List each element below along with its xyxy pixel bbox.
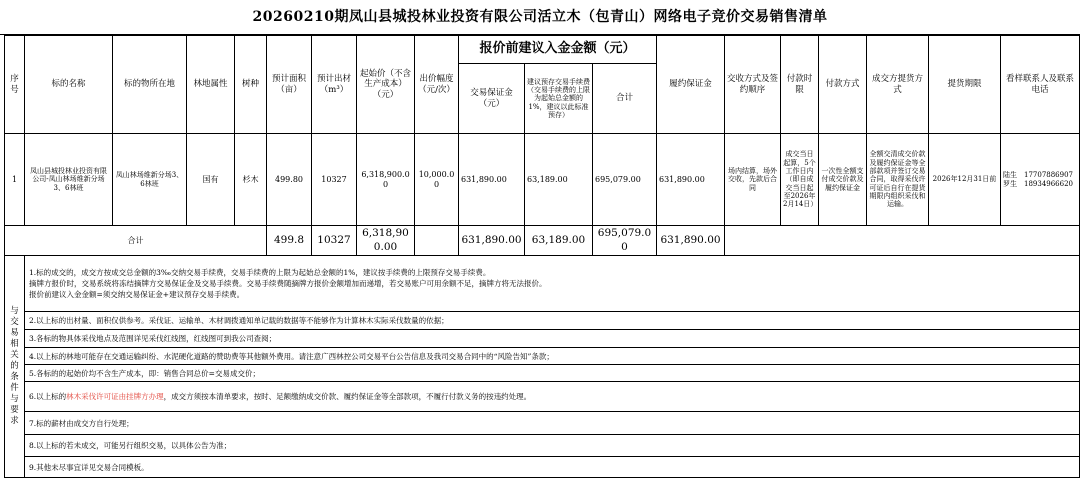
header-row-1 [5,36,1080,64]
header-deposit: 交易保证金（元） [459,64,525,134]
header-delivery-method: 成交方提货方式 [867,36,929,134]
term-1-line-c: 报价前建议入金金额=须交纳交易保证金+建议预存交易手续费。 [29,290,245,299]
term-row [5,312,1080,330]
contact-2: 罗生 18934966620 [1003,179,1073,188]
cell-performance-bond: 631,890.00 [657,134,725,226]
header-seq: 序号 [5,36,25,134]
cell-deposit: 631,890.00 [459,134,525,226]
total-fee-reserve: 63,189.00 [525,226,593,256]
total-volume: 10327 [312,226,357,256]
term-4: 4.以上标的林地可能存在交通运输纠纷、水泥硬化道路的赞助费等其他额外费用。请注意广西林控公司交易平台公告信息及我司交易合同中的“风险告知”条款； [25,348,1080,365]
cell-delivery-period: 2026年12月31日前 [929,134,1001,226]
cell-area: 499.80 [267,134,312,226]
header-increment: 出价幅度（元/次） [415,36,459,134]
total-deposit: 631,890.00 [459,226,525,256]
document-title: 20260210期凤山县城投林业投资有限公司活立木（包青山）网络电子竞价交易销售清单 [0,0,1080,35]
terms-side-label [5,256,25,478]
term-row [5,365,1080,382]
cell-seq: 1 [5,134,25,226]
cell-location: 凤山林场维新分场3、6林班 [113,134,187,226]
term-3: 3.各标的物具体采伐地点及范围详见采伐红线图，红线图可到我公司查阅； [25,330,1080,348]
term-6-suffix: ，成交方须按本清单要求，按时、足额缴纳成交价款、履约保证金等全部款项，不履行付款义务的按违约处理。 [163,392,532,401]
cell-delivery-method: 全额交清成交价款及履约保证金等全部款项并签订交易合同，取得采伐许可证后自行在提货期限内组织采伐和运输。 [867,134,929,226]
cell-species: 杉木 [235,134,267,226]
cell-method: 场内结算，场外交收，先款后合同 [725,134,781,226]
cell-land: 国有 [187,134,235,226]
cell-volume: 10327 [312,134,357,226]
sales-table [4,35,1080,478]
header-name: 标的名称 [25,36,113,134]
cell-start-price: 6,318,900.00 [357,134,415,226]
cell-name: 凤山县城投林业投资有限公司-凤山林场维新分场3、6林班 [25,134,113,226]
term-row [5,435,1080,457]
cell-fee-reserve: 63,189.00 [525,134,593,226]
cell-contact [1001,134,1080,226]
term-row [5,330,1080,348]
header-start-price: 起始价（不含生产成本）（元） [357,36,415,134]
term-7: 7.标的薪材由成交方自行处理； [25,412,1080,435]
total-performance-bond: 631,890.00 [657,226,725,256]
cell-increment: 10,000.00 [415,134,459,226]
cell-pay-method: 一次性全额支付成交价款及履约保证金 [819,134,867,226]
term-1 [25,256,1080,312]
cell-pay-time: 成交当日起算，5个工作日内（即自成交当日起至2026年2月14日） [781,134,819,226]
term-6 [25,382,1080,412]
terms-side-label-text: 与交易相关的条件与要求 [10,306,19,426]
term-row [5,457,1080,478]
cell-group-total: 695,079.00 [593,134,657,226]
header-area: 预计面积（亩） [267,36,312,134]
total-group-total: 695,079.00 [593,226,657,256]
term-6-highlight: 林木采伐许可证由挂牌方办理 [66,392,164,401]
header-location: 标的物所在地 [113,36,187,134]
term-8: 8.以上标的若未成交，可能另行组织交易，以具体公告为准； [25,435,1080,457]
totals-empty [725,226,1080,256]
header-volume: 预计出材（m³） [312,36,357,134]
term-1-line-b: 摘牌方报价时，交易系统将冻结摘牌方交易保证金及交易手续费。交易手续费随摘牌方报价金额增加而递增，若交易账户可用余额不足，摘牌方将无法报价。 [29,279,547,288]
term-1-line-a: 1.标的成交的，成交方按成交总金额的3‰交纳交易手续费，交易手续费的上限为起始总金额的1%，建议按手续费的上限预存交易手续费。 [29,268,491,277]
total-increment-empty [415,226,459,256]
header-species: 树种 [235,36,267,134]
header-performance-bond: 履约保证金 [657,36,725,134]
term-row [5,412,1080,435]
header-pay-time: 付款时限 [781,36,819,134]
contact-1: 陆生 17707886907 [1003,171,1073,180]
header-land: 林地属性 [187,36,235,134]
total-start-price: 6,318,900.00 [357,226,415,256]
totals-label: 合计 [5,226,267,256]
header-pay-method: 付款方式 [819,36,867,134]
term-2: 2.以上标的出材量、面积仅供参考。采伐证、运输单、木材调拨通知单记载的数据等不能够作为计算林木实际采伐数量的依据； [25,312,1080,330]
total-area: 499.8 [267,226,312,256]
header-delivery-period: 提货期限 [929,36,1001,134]
header-group-total: 合计 [593,64,657,134]
term-row [5,256,1080,312]
term-9: 9.其他未尽事宜详见交易合同模板。 [25,457,1080,478]
header-recommended-deposit-group: 报价前建议入金金额（元） [459,36,657,64]
term-row [5,382,1080,412]
table-row [5,134,1080,226]
totals-row [5,226,1080,256]
header-fee-reserve: 建议预存交易手续费（交易手续费的上限为起始总金额的1%，建议以此标准预存） [525,64,593,134]
header-method: 交收方式及签约顺序 [725,36,781,134]
term-6-prefix: 6.以上标的 [29,392,67,401]
term-row [5,348,1080,365]
term-5: 5.各标的的起始价均不含生产成本，即：销售合同总价=交易成交价； [25,365,1080,382]
header-contact: 看样联系人及联系电话 [1001,36,1080,134]
